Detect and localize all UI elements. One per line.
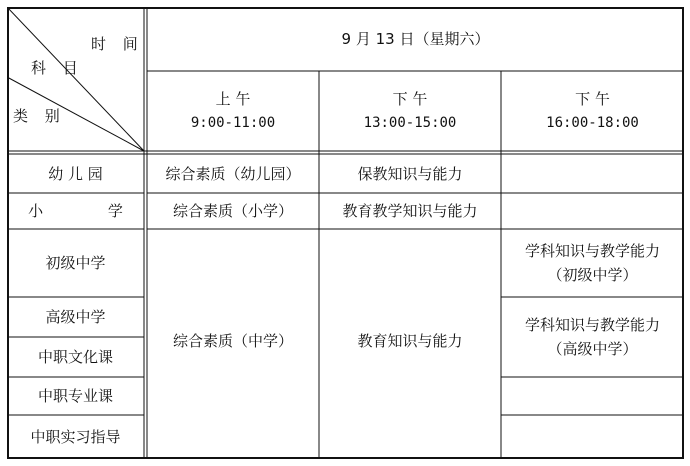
- subject-sublabel: （高级中学）: [547, 340, 638, 358]
- category-label: 小 学: [28, 202, 153, 220]
- category-label: 中职实习指导: [30, 428, 121, 446]
- category-vocational-practice: [7, 415, 144, 459]
- corner-label-subject: 科 目: [31, 59, 84, 77]
- session-afternoon-1: [319, 71, 501, 151]
- category-label: 中职专业课: [37, 387, 113, 405]
- diagonal-line-1: [7, 7, 144, 151]
- session-period: 下 午: [575, 90, 610, 108]
- subject-junior-knowledge: [501, 229, 684, 297]
- subject-primary-comprehensive: [147, 193, 319, 229]
- session-time: 16:00-18:00: [546, 115, 639, 131]
- session-afternoon-2: [501, 71, 684, 151]
- session-time: 9:00-11:00: [190, 115, 276, 131]
- corner-label-time: 时 间: [91, 35, 144, 53]
- subject-label: 保教知识与能力: [357, 164, 463, 183]
- date-header: [147, 7, 684, 71]
- subject-label: 学科知识与教学能力: [524, 316, 660, 334]
- category-label: 幼 儿 园: [48, 164, 103, 183]
- category-senior-high: [7, 297, 144, 337]
- subject-kindergarten-care: [319, 154, 501, 193]
- category-primary: [7, 193, 153, 229]
- subject-label: 学科知识与教学能力: [524, 242, 660, 260]
- category-junior-high: [7, 229, 144, 297]
- subject-kindergarten-comprehensive: [147, 154, 319, 193]
- exam-schedule-table: [7, 7, 684, 459]
- corner-label-category: 类 别: [13, 107, 66, 125]
- session-time: 13:00-15:00: [363, 115, 457, 131]
- subject-label: 教育知识与能力: [357, 332, 463, 350]
- date-header-text: 9 月 13 日（星期六）: [341, 30, 490, 48]
- subject-label: 综合素质（幼儿园）: [165, 164, 301, 183]
- subject-middle-education: [319, 229, 501, 459]
- category-kindergarten: [7, 154, 144, 193]
- subject-senior-knowledge: [501, 297, 684, 377]
- session-morning: [147, 71, 319, 151]
- session-period: 上 午: [215, 90, 251, 108]
- subject-middle-comprehensive: [147, 229, 319, 459]
- category-label: 中职文化课: [37, 348, 113, 366]
- category-vocational-specialty: [7, 377, 144, 415]
- category-label: 高级中学: [45, 308, 106, 326]
- session-period: 下 午: [392, 90, 428, 108]
- subject-sublabel: （初级中学）: [547, 266, 638, 284]
- subject-label: 教育教学知识与能力: [342, 202, 478, 220]
- subject-primary-teaching: [319, 193, 501, 229]
- subject-label: 综合素质（小学）: [172, 202, 293, 220]
- subject-label: 综合素质（中学）: [172, 332, 293, 350]
- category-vocational-culture: [7, 337, 144, 377]
- category-label: 初级中学: [45, 254, 106, 272]
